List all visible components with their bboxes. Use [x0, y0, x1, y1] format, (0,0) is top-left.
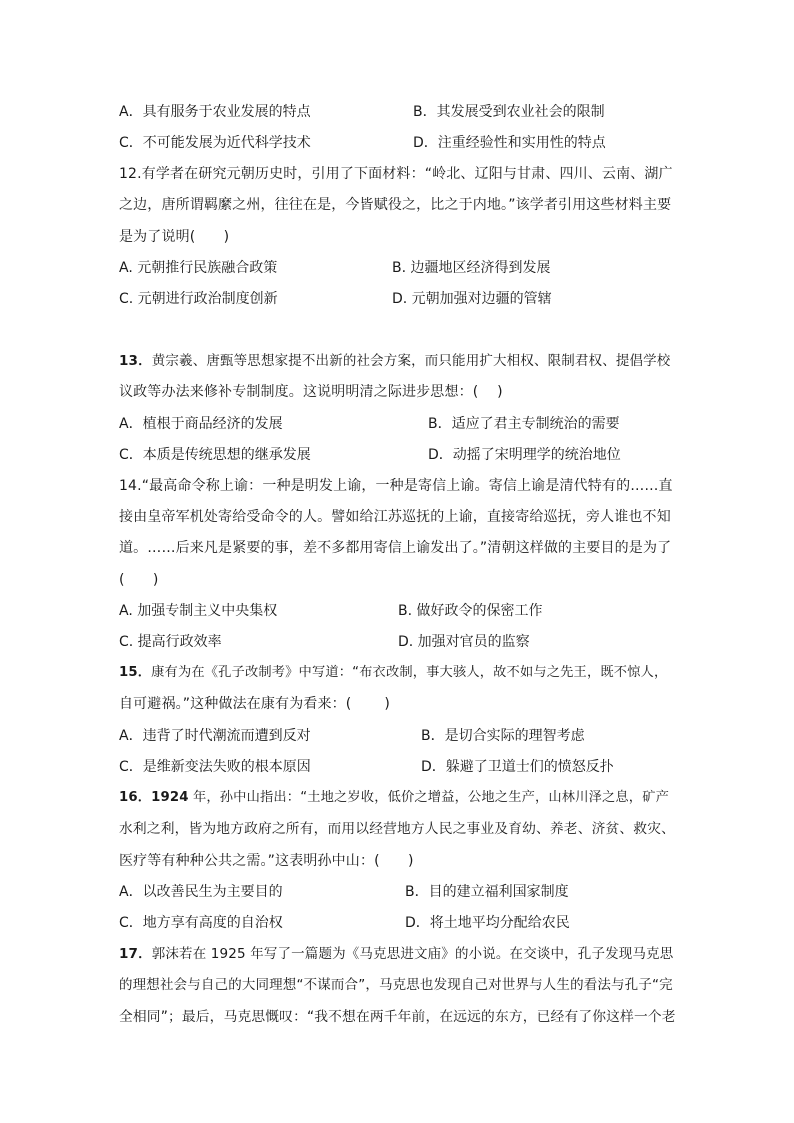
q14-option-a: A. 加强专制主义中央集权: [119, 603, 278, 619]
q13-line-1: 13．黄宗羲、唐甄等思想家提不出新的社会方案，而只能用扩大相权、限制君权、提倡学校: [119, 353, 671, 369]
q16-number: 16．1924: [119, 790, 189, 805]
q12-line-3: 是为了说明( ): [119, 229, 230, 245]
q15-option-a: A．违背了时代潮流而遭到反对: [119, 728, 311, 744]
q12-line-1: 12.有学者在研究元朝历史时，引用了下面材料：“岭北、辽阳与甘肃、四川、云南、湖广: [119, 166, 673, 182]
q16-line-1: 16．1924 年，孙中山指出：“土地之岁收，低价之增益，公地之生产，山林川泽之息，矿产: [119, 790, 670, 805]
q14-line-1: 14.“最高命令称上谕：一种是明发上谕，一种是寄信上谕。寄信上谕是清代特有的……直: [119, 478, 673, 494]
q14-line-4: ( ): [119, 572, 159, 588]
q15-option-b: B．是切合实际的理智考虑: [421, 728, 585, 744]
q15-number: 15．: [119, 665, 152, 680]
prev-option-d: D．注重经验性和实用性的特点: [413, 135, 606, 151]
q13-option-b: B．适应了君主专制统治的需要: [428, 416, 620, 432]
q15-option-d: D．躲避了卫道士们的愤怒反扑: [421, 759, 614, 775]
q16-line-2: 水利之利，皆为地方政府之所有，而用以经营地方人民之事业及育幼、养老、济贫、救灾、: [119, 821, 676, 837]
prev-option-a: A．具有服务于农业发展的特点: [119, 104, 311, 120]
q15-option-c: C．是维新变法失败的根本原因: [119, 759, 311, 775]
q16-option-d: D．将土地平均分配给农民: [405, 915, 570, 931]
q17-line-1: 17．郭沫若在 1925 年写了一篇题为《马克思进文庙》的小说。在交谈中，孔子发现马克思: [119, 946, 674, 962]
q12-option-b: B. 边疆地区经济得到发展: [392, 260, 551, 276]
prev-option-b: B．其发展受到农业社会的限制: [413, 104, 605, 120]
q16-option-b: B．目的建立福利国家制度: [405, 884, 569, 900]
q13-option-d: D．动摇了宋明理学的统治地位: [428, 447, 621, 463]
q17-line-3: 全相同”；最后，马克思慨叹：“我不想在两千年前，在远远的东方，已经有了你这样一个老: [119, 1009, 676, 1025]
q12-option-c: C. 元朝进行政治制度创新: [119, 291, 278, 307]
q14-option-d: D. 加强对官员的监察: [398, 634, 530, 650]
q14-option-b: B. 做好政令的保密工作: [398, 603, 543, 619]
q15-line-2: 自可避祸。”这种做法在康有为看来：( ): [119, 696, 390, 712]
q14-line-2: 接由皇帝军机处寄给受命令的人。譬如给江苏巡抚的上谕，直接寄给巡抚，旁人谁也不知: [119, 509, 671, 525]
q13-option-a: A．植根于商品经济的发展: [119, 416, 283, 432]
q12-option-d: D. 元朝加强对边疆的管辖: [392, 291, 552, 307]
q13-line-2: 议政等办法来修补专制制度。这说明明清之际进步思想：( ): [119, 384, 503, 400]
q13-option-c: C．本质是传统思想的继承发展: [119, 447, 311, 463]
q12-option-a: A. 元朝推行民族融合政策: [119, 260, 278, 276]
q12-line-2: 之边，唐所谓羁縻之州，往往在是，今皆赋役之，比之于内地。”该学者引用这些材料主要: [119, 197, 672, 213]
q17-number: 17．: [119, 946, 152, 962]
q15-line-1: 15．康有为在《孔子改制考》中写道：“布衣改制，事大骇人，故不如与之先王，既不惊人，: [119, 665, 668, 680]
q14-option-c: C. 提高行政效率: [119, 634, 222, 650]
q16-option-c: C．地方享有高度的自治权: [119, 915, 283, 931]
q13-number: 13．: [119, 353, 152, 369]
q16-option-a: A．以改善民生为主要目的: [119, 884, 283, 900]
q14-line-3: 道。……后来凡是紧要的事，差不多都用寄信上谕发出了。”清朝这样做的主要目的是为了: [119, 540, 672, 556]
prev-option-c: C．不可能发展为近代科学技术: [119, 135, 311, 151]
q16-line-3: 医疗等有种种公共之需。”这表明孙中山：( ): [119, 853, 414, 869]
q17-line-2: 的理想社会与自己的大同理想“不谋而合”，马克思也发现自己对世界与人生的看法与孔子“完: [119, 977, 673, 993]
